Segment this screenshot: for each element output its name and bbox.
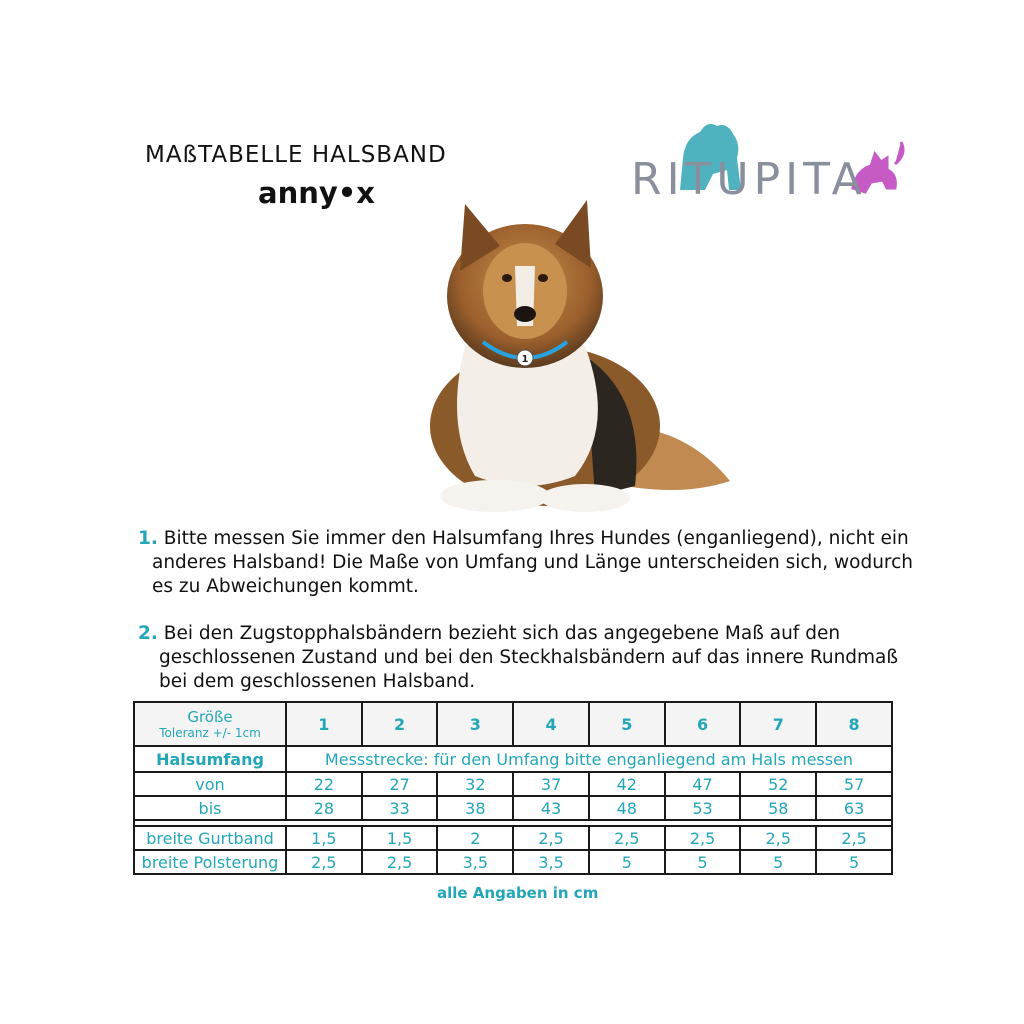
gurtband-cell: 2,5 [513,826,589,850]
von-label: von [134,772,286,796]
instruction-1-line-2: anderes Halsband! Die Maße von Umfang und Länge unterscheiden sich, wodurch [152,552,914,573]
instruction-1-line-1: Bitte messen Sie immer den Halsumfang Ihres Hundes (enganliegend), nicht ein [163,528,909,549]
instruction-2-line-3: bei dem geschlossenen Halsband. [159,671,476,692]
bis-cell: 38 [437,796,513,820]
size-header-cell [134,702,286,746]
polsterung-cell: 5 [816,850,892,874]
bis-row [134,796,892,820]
gurtband-cell: 2,5 [589,826,665,850]
von-cell: 32 [437,772,513,796]
units-note: alle Angaben in cm [437,884,599,902]
polsterung-row [134,850,892,874]
bis-cell: 28 [286,796,362,820]
von-cell: 57 [816,772,892,796]
size-5: 5 [589,702,665,746]
bis-cell: 53 [665,796,741,820]
von-cell: 52 [740,772,816,796]
size-3: 3 [437,702,513,746]
polsterung-label: breite Polsterung [134,850,286,874]
size-4: 4 [513,702,589,746]
polsterung-cell: 3,5 [437,850,513,874]
ritupita-logo [625,118,915,204]
dog-photo [355,196,745,521]
polsterung-cell: 2,5 [362,850,438,874]
halsumfang-row [134,746,892,772]
instruction-1-line-3: es zu Abweichungen kommt. [152,576,419,597]
gurtband-cell: 2,5 [816,826,892,850]
instruction-2-line-2: geschlossenen Zustand und bei den Steckhalsbändern auf das innere Rundmaß [159,647,899,668]
table-header-row [134,702,892,746]
von-cell: 37 [513,772,589,796]
halsumfang-note: Messstrecke: für den Umfang bitte enganliegend am Hals messen [286,746,892,772]
polsterung-cell: 5 [740,850,816,874]
polsterung-cell: 5 [665,850,741,874]
tolerance-label: Toleranz +/- 1cm [159,726,261,740]
logo-text: RITUPITA [631,154,867,205]
gurtband-cell: 1,5 [362,826,438,850]
size-6: 6 [665,702,741,746]
collar-marker-label: 1 [521,354,529,365]
polsterung-cell: 2,5 [286,850,362,874]
size-7: 7 [740,702,816,746]
bis-cell: 33 [362,796,438,820]
gurtband-cell: 2,5 [740,826,816,850]
gurtband-label: breite Gurtband [134,826,286,850]
von-row [134,772,892,796]
polsterung-cell: 3,5 [513,850,589,874]
instruction-2-number: 2. [138,623,158,644]
gurtband-cell: 2 [437,826,513,850]
instruction-2 [138,622,918,694]
instruction-2-line-1: Bei den Zugstopphalsbändern bezieht sich das angegebene Maß auf den [163,623,841,644]
bis-label: bis [134,796,286,820]
von-cell: 27 [362,772,438,796]
gurtband-cell: 1,5 [286,826,362,850]
product-name: anny•x [258,176,376,210]
gurtband-cell: 2,5 [665,826,741,850]
bis-cell: 58 [740,796,816,820]
size-table [133,701,893,875]
bis-cell: 63 [816,796,892,820]
instruction-1 [138,527,918,599]
size-header-label: Größe [187,708,233,726]
bis-cell: 48 [589,796,665,820]
instruction-1-number: 1. [138,528,158,549]
von-cell: 42 [589,772,665,796]
polsterung-cell: 5 [589,850,665,874]
size-2: 2 [362,702,438,746]
bis-cell: 43 [513,796,589,820]
page-title: MAßTABELLE HALSBAND [145,142,447,168]
size-8: 8 [816,702,892,746]
dog-illustration [355,196,745,521]
gurtband-row [134,826,892,850]
von-cell: 47 [665,772,741,796]
halsumfang-label: Halsumfang [134,746,286,772]
von-cell: 22 [286,772,362,796]
size-1: 1 [286,702,362,746]
